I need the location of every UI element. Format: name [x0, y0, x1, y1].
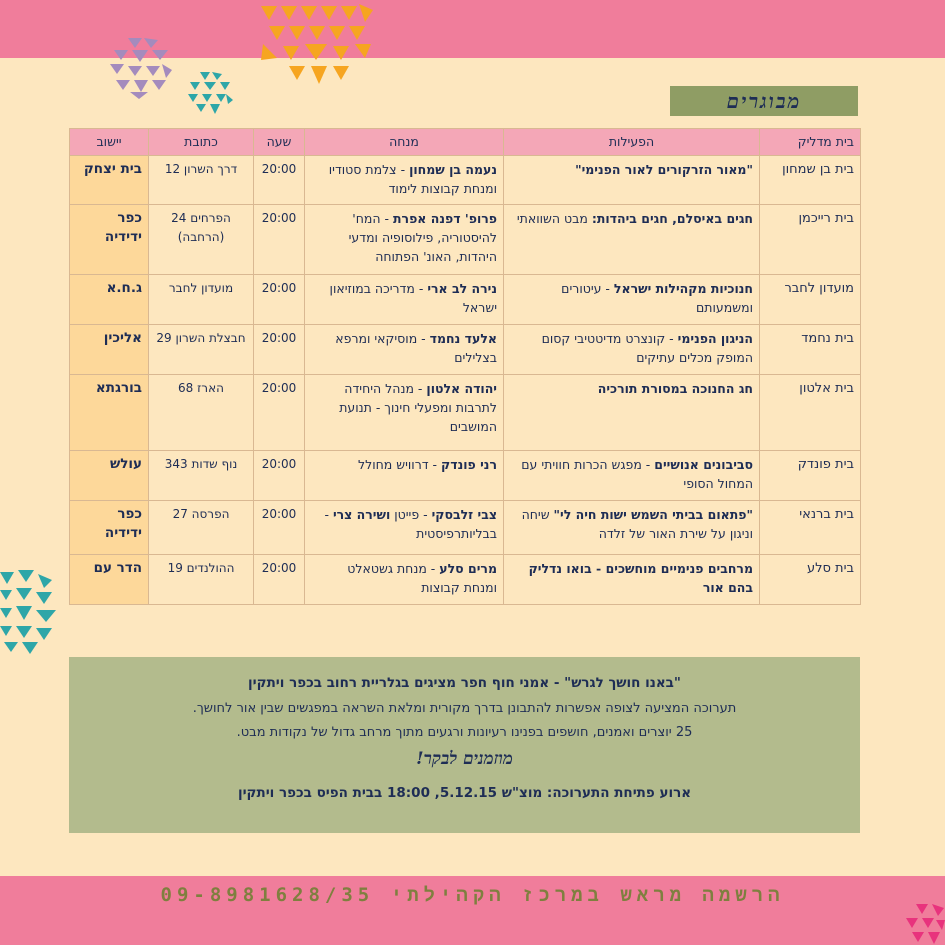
host-cell: בית אלטון [760, 375, 861, 451]
table-row [70, 156, 861, 205]
snowflake-teal-icon [186, 70, 234, 116]
registration-footer [0, 884, 945, 908]
table-row [70, 451, 861, 501]
town-cell: כפר ידידיה [70, 205, 149, 275]
address-cell: מועדון לחבר [149, 275, 254, 325]
snowflake-pink-icon [904, 902, 945, 945]
snowflake-teal-large-icon [0, 566, 58, 656]
presenter-cell: פרופ' דפנה אפרת - המח' להיסטוריה, פילוסופיה ומדעי היהדות, האונ' הפתוחה [305, 205, 504, 275]
activity-cell: "מאור הזרקורים לאור הפנימי" [504, 156, 760, 205]
town-cell: אליכין [70, 325, 149, 375]
activity-cell: סביבונים אנושיים - מפגש הכרות חוויתי עם המחול הסופי [504, 451, 760, 501]
time-cell: 20:00 [254, 275, 305, 325]
host-cell: בית בן שמחון [760, 156, 861, 205]
time-cell: 20:00 [254, 156, 305, 205]
host-cell: מועדון לחבר [760, 275, 861, 325]
address-cell: הפרסה 27 [149, 501, 254, 555]
column-header-host: בית מדליק [760, 129, 861, 156]
activity-cell: הניגון הפנימי - קונצרט מדיטטיבי קסום המופק מכלים עתיקים [504, 325, 760, 375]
address-cell: ההולנדים 19 [149, 555, 254, 605]
town-cell: הדר עם [70, 555, 149, 605]
snowflake-purple-icon [108, 36, 174, 100]
presenter-cell: נעמה בן שמחון - צלמת סטודיו ומנחת קבוצות לימוד [305, 156, 504, 205]
presenter-cell: צבי זלבסקי - פייטן ושירה צרי - בבליותרפיסטית [305, 501, 504, 555]
time-cell: 20:00 [254, 205, 305, 275]
presenter-cell: יהודה אלטון - מנהל היחידה לתרבות ומפעלי חינוך - תנועת המושבים [305, 375, 504, 451]
presenter-cell: רני פונדק - דרוויש מחולל [305, 451, 504, 501]
activity-cell: חג החנוכה במסורת תורכיה [504, 375, 760, 451]
time-cell: 20:00 [254, 501, 305, 555]
table-row [70, 275, 861, 325]
address-cell: הארז 68 [149, 375, 254, 451]
presenter-cell: נירה לב ארי - מדריכה במוזיאון ישראל [305, 275, 504, 325]
column-header-town: יישוב [70, 129, 149, 156]
exhibition-invite: מוזמנים לבקר! [416, 749, 513, 769]
host-cell: בית פונדק [760, 451, 861, 501]
time-cell: 20:00 [254, 325, 305, 375]
presenter-cell: מרים סלע - מנחת גשטאלט ומנחת קבוצות [305, 555, 504, 605]
activity-cell: חגים באיסלם, חגים ביהדות: מבט השוואתי [504, 205, 760, 275]
table-row [70, 555, 861, 605]
table-row [70, 375, 861, 451]
exhibition-title: "באנו חושך לגרש" - אמני חוף חפר מציגים בגלריית רחוב בכפר ויתקין [248, 675, 681, 691]
activity-cell: מרחבים פנימיים מוחשכים - בואו נדליק בהם אור [504, 555, 760, 605]
host-cell: בית נחמד [760, 325, 861, 375]
activity-cell: "פתאום בביתי השמש ישות חיה לי" שיחה וניגון על שירת האור של זלדה [504, 501, 760, 555]
time-cell: 20:00 [254, 375, 305, 451]
column-header-time: שעה [254, 129, 305, 156]
activity-cell: חנוכיות מקהילות ישראל - עיטורים ומשמעותם [504, 275, 760, 325]
snowflake-orange-icon [255, 0, 377, 92]
registration-footer-text: הרשמה מראש במרכז הקהילתי 09-8981628/35 [160, 884, 785, 906]
town-cell: בית יצחק [70, 156, 149, 205]
exhibition-description: תערוכה המציעה לצופה אפשרות להתבונן בדרך מקורית ומלאת השראה במפגשים שבין אור לחושך. [192, 701, 737, 716]
section-title: מבוגרים [670, 86, 858, 116]
exhibition-opening: ארוע פתיחת התערוכה: מוצ"ש 5.12.15, 18:00 בבית הפיס בכפר ויתקין [237, 785, 692, 801]
exhibition-artists: 25 יוצרים ואמנים, חושפים בפנינו רעיונות ורגעים מתוך מרחב גדול של נקודות מבט. [236, 725, 693, 740]
presenter-cell: אלעד נחמד - מוסיקאי ומרפא בצלילים [305, 325, 504, 375]
time-cell: 20:00 [254, 555, 305, 605]
town-cell: ג.ח.א [70, 275, 149, 325]
address-cell: חבצלת השרון 29 [149, 325, 254, 375]
events-table [69, 128, 861, 605]
time-cell: 20:00 [254, 451, 305, 501]
address-cell: הפרחים 24 (הרחבה) [149, 205, 254, 275]
column-header-address: כתובת [149, 129, 254, 156]
address-cell: דרך השרון 12 [149, 156, 254, 205]
host-cell: בית רייכמן [760, 205, 861, 275]
table-header-row [70, 129, 861, 156]
town-cell: בורגתא [70, 375, 149, 451]
town-cell: עולש [70, 451, 149, 501]
table-row [70, 205, 861, 275]
host-cell: בית סלע [760, 555, 861, 605]
exhibition-box [69, 657, 860, 833]
column-header-activity: הפעילות [504, 129, 760, 156]
address-cell: נוף שדות 343 [149, 451, 254, 501]
host-cell: בית ברנאי [760, 501, 861, 555]
table-row [70, 501, 861, 555]
column-header-presenter: מנחה [305, 129, 504, 156]
town-cell: כפר ידידיה [70, 501, 149, 555]
table-row [70, 325, 861, 375]
